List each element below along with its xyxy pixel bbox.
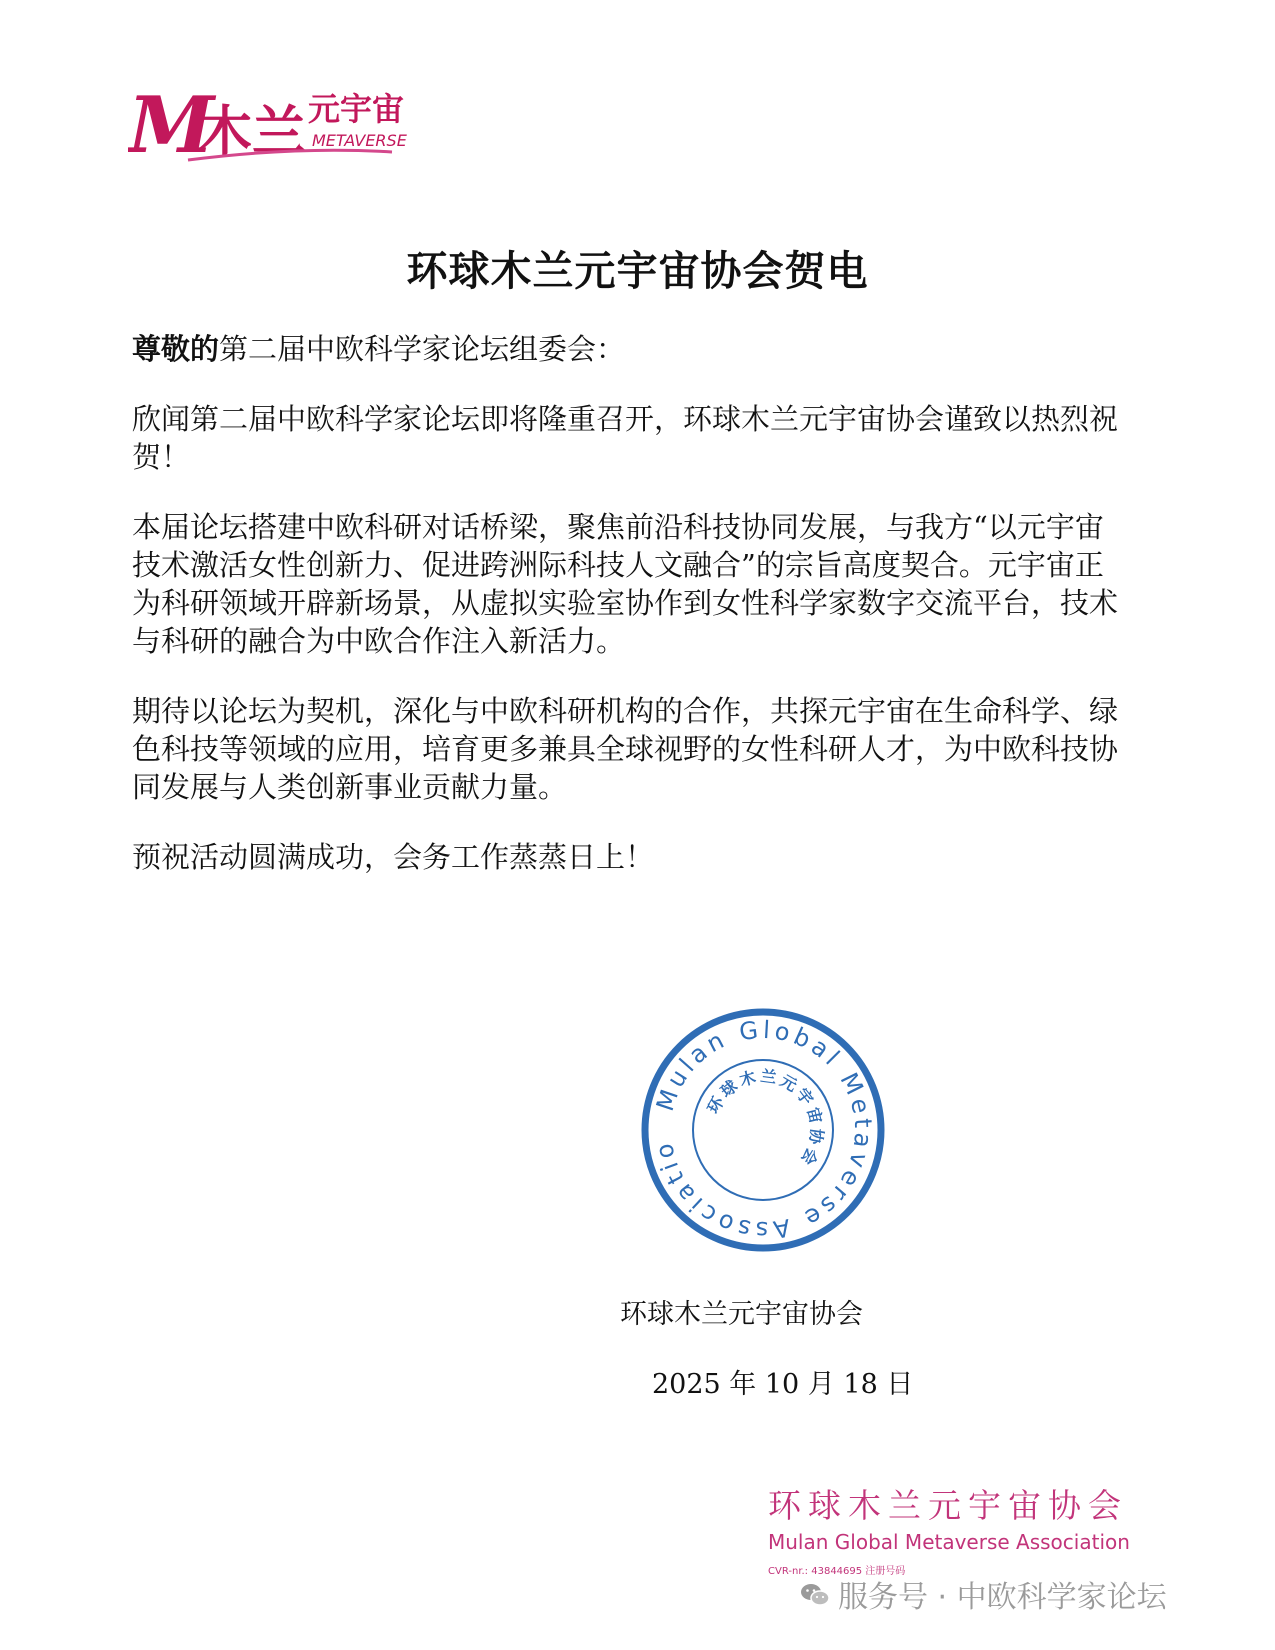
svg-text:环球木兰元宇宙协会 <box>703 1066 826 1170</box>
paragraph-1: 欣闻第二届中欧科学家论坛即将隆重召开，环球木兰元宇宙协会谨致以热烈祝贺！ <box>132 402 1119 474</box>
letter-body <box>132 330 1132 908</box>
watermark-text: 服务号 · 中欧科学家论坛 <box>838 1580 1167 1615</box>
logo-cn: 木兰 <box>198 100 306 163</box>
signature-date: 2025 年 10 月 18 日 <box>652 1369 914 1400</box>
seal-outer-text: Mulan Global Metaverse Associatio <box>649 1015 878 1245</box>
page-title: 环球木兰元宇宙协会贺电 <box>406 247 869 295</box>
salutation-honorific: 尊敬的 <box>132 332 220 366</box>
wechat-icon <box>800 1581 830 1607</box>
paragraph-4: 预祝活动圆满成功，会务工作蒸蒸日上！ <box>132 840 655 874</box>
salutation-recipient: 第二届中欧科学家论坛组委会： <box>219 332 626 366</box>
salutation <box>132 330 1132 368</box>
logo-en: METAVERSE <box>312 131 407 150</box>
logo-cn-small: 元宇宙 <box>308 90 405 128</box>
official-seal <box>638 1005 888 1255</box>
footer-org-en: Mulan Global Metaverse Association <box>768 1530 1130 1554</box>
mulan-metaverse-logo <box>128 80 428 170</box>
seal-inner-text: 环球木兰元宇宙协会 <box>703 1066 827 1171</box>
watermark <box>800 1572 1167 1616</box>
paragraph-3: 期待以论坛为契机，深化与中欧科研机构的合作，共探元宇宙在生命科学、绿色科技等领域的应用，培育更多兼具全球视野的女性科研人才，为中欧科技协同发展与人类创新事业贡献力量。 <box>132 694 1119 804</box>
paragraph-2: 本届论坛搭建中欧科研对话桥梁，聚焦前沿科技协同发展，与我方“以元宇宙技术激活女性创新力、促进跨洲际科技人文融合”的宗旨高度契合。元宇宙正为科研领域开辟新场景，从虚拟实验室协作到女性科学家数字交流平台，技术与科研的融合为中欧合作注入新活力。 <box>132 510 1119 658</box>
signature-organization: 环球木兰元宇宙协会 <box>620 1299 863 1330</box>
footer-cvr: CVR-nr.: 43844695 注册号码 <box>768 1566 906 1577</box>
seal-outer-ring <box>645 1012 881 1248</box>
logo-mark: M <box>128 80 215 170</box>
footer-org-cn: 环球木兰元宇宙协会 <box>768 1486 1128 1525</box>
